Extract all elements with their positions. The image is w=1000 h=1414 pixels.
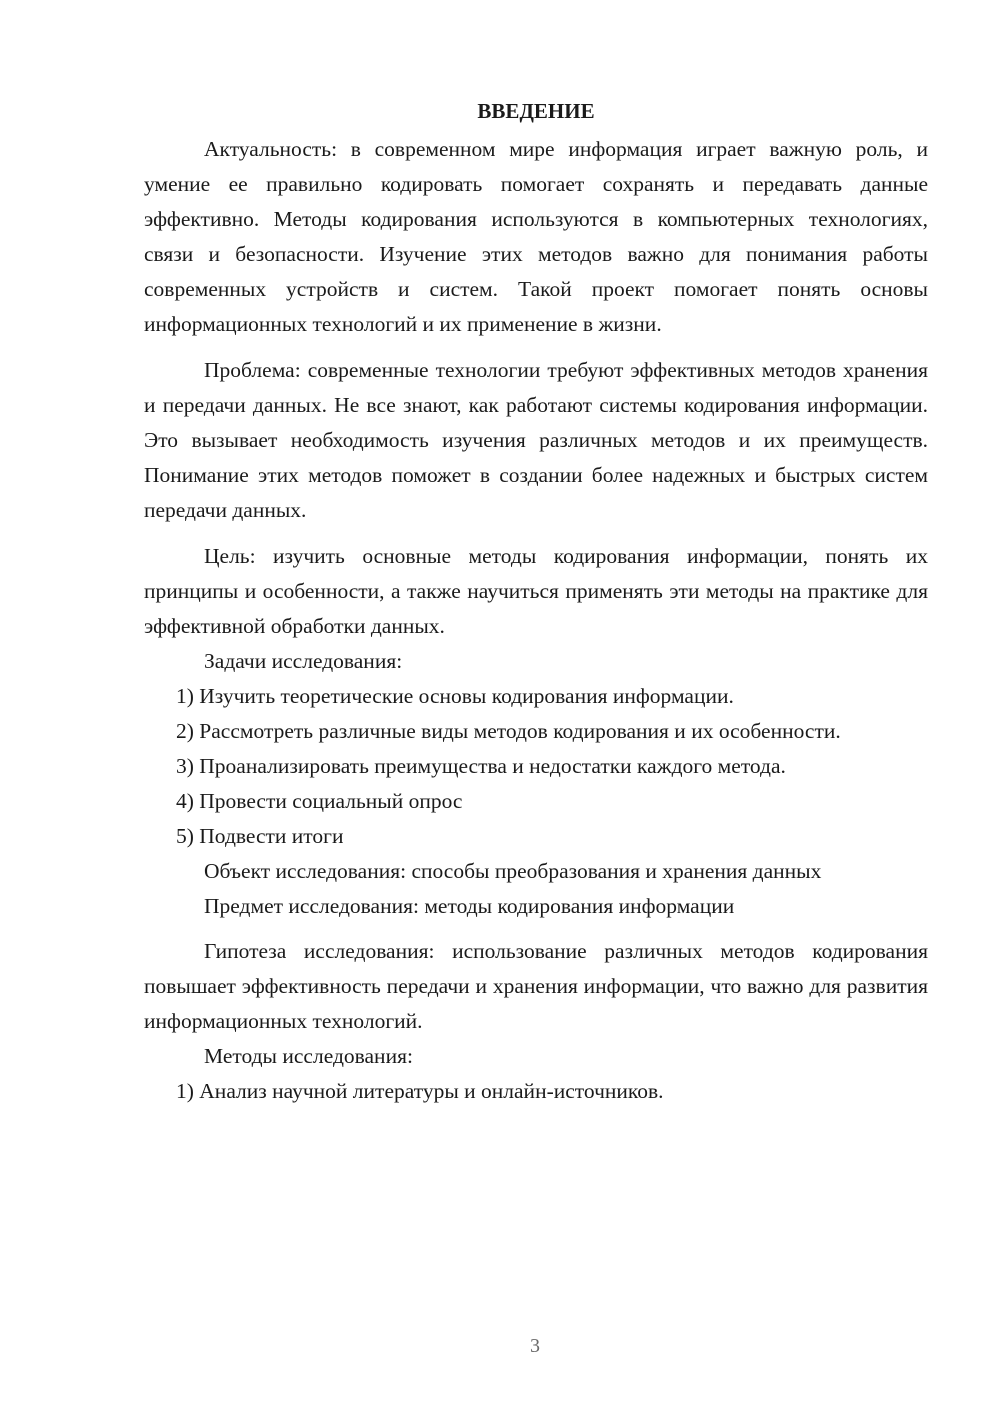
task-item: 3) Проанализировать преимущества и недостатки каждого метода.	[176, 754, 786, 778]
relevance-paragraph: Актуальность: в современном мире информация играет важную роль, и умение ее правильно кодировать помогает сохранять и передавать данные эффективно. Методы кодирования используются в компьютерных технологиях, связи и безопасности. Изучение этих методов важно для понимания работы современных устройств и систем. Такой проект помогает понять основы информационных технологий и их применение в жизни.	[144, 137, 928, 336]
hypothesis-paragraph: Гипотеза исследования: использование различных методов кодирования повышает эффективность передачи и хранения информации, что важно для развития информационных технологий.	[144, 939, 928, 1033]
goal-paragraph: Цель: изучить основные методы кодирования информации, понять их принципы и особенности, а также научиться применять эти методы на практике для эффективной обработки данных.	[144, 544, 928, 638]
section-heading: ВВЕДЕНИЕ	[477, 99, 595, 123]
document-page	[144, 96, 928, 1109]
problem-paragraph: Проблема: современные технологии требуют эффективных методов хранения и передачи данных. Не все знают, как работают системы кодирования информации. Это вызывает необходимость изучения различных методов и их преимуществ. Понимание этих методов поможет в создании более надежных и быстрых систем передачи данных.	[144, 358, 928, 522]
task-item: 2) Рассмотреть различные виды методов кодирования и их особенности.	[176, 719, 841, 743]
research-subject: Предмет исследования: методы кодирования информации	[204, 894, 735, 918]
task-item: 1) Изучить теоретические основы кодирования информации.	[176, 684, 734, 708]
tasks-label: Задачи исследования:	[204, 649, 403, 673]
method-item: 1) Анализ научной литературы и онлайн-источников.	[176, 1079, 664, 1103]
task-item: 4) Провести социальный опрос	[176, 789, 463, 813]
task-item: 5) Подвести итоги	[176, 824, 344, 848]
research-object: Объект исследования: способы преобразования и хранения данных	[204, 859, 822, 883]
page-number: 3	[530, 1335, 540, 1357]
methods-label: Методы исследования:	[204, 1044, 413, 1068]
